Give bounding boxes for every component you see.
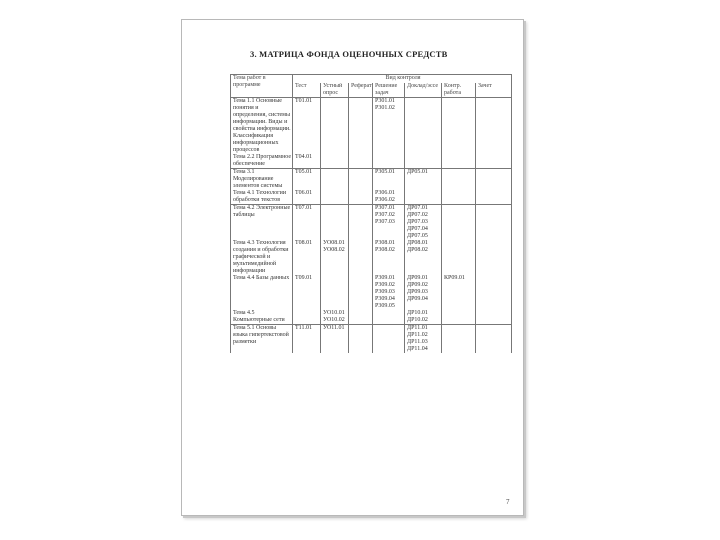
essay-cell (349, 98, 373, 155)
assessment-code: УО10.01 (323, 310, 345, 316)
assessment-code: ДР07.01 (407, 205, 428, 211)
report-cell (405, 240, 442, 275)
assessment-code: ДР10.02 (407, 317, 428, 323)
assessment-code: ДР07.05 (407, 233, 428, 239)
assessment-code: Р301.02 (375, 105, 395, 111)
report-cell (405, 169, 442, 191)
table-row (231, 154, 512, 169)
oral-cell (321, 325, 349, 354)
assessment-code: ДР08.01 (407, 240, 428, 246)
report-cell (405, 154, 442, 169)
assessment-code: Р309.01 (375, 275, 395, 281)
assessment-code: ДР11.03 (407, 339, 428, 345)
assessment-code: ДР07.03 (407, 219, 428, 225)
test-cell (293, 310, 321, 325)
test-cell (293, 240, 321, 275)
table-row (231, 190, 512, 205)
control-work-cell (442, 325, 476, 354)
assessment-code: ДР11.02 (407, 332, 428, 338)
assessment-code: Т07.01 (295, 205, 313, 211)
document-page (181, 19, 524, 516)
oral-cell (321, 190, 349, 205)
tasks-cell (373, 205, 405, 241)
topic-cell: Тема 1.1 Основные понятия и определения, системы информации. Виды и свойства информации. Классификация информационных процессов (231, 98, 293, 155)
assessment-code: Т04.01 (295, 154, 313, 160)
control-work-cell (442, 190, 476, 205)
topic-cell: Тема 4.5 Компьютерные сети (231, 310, 293, 325)
tasks-cell (373, 169, 405, 191)
tasks-cell (373, 325, 405, 354)
assessment-code: Т01.01 (295, 98, 313, 104)
credit-cell (476, 205, 512, 241)
essay-cell (349, 240, 373, 275)
essay-cell (349, 205, 373, 241)
assessment-code: ДР09.03 (407, 289, 428, 295)
credit-cell (476, 310, 512, 325)
assessment-code: Р308.01 (375, 240, 395, 246)
assessment-code: ДР09.04 (407, 296, 428, 302)
assessment-matrix-table (230, 74, 512, 353)
table-row (231, 98, 512, 155)
assessment-code: КР09.01 (444, 275, 465, 281)
essay-cell (349, 154, 373, 169)
oral-cell (321, 98, 349, 155)
tasks-cell (373, 275, 405, 310)
tasks-cell (373, 98, 405, 155)
table-row (231, 310, 512, 325)
assessment-code: ДР09.02 (407, 282, 428, 288)
oral-cell (321, 310, 349, 325)
report-cell (405, 190, 442, 205)
assessment-code: ДР11.04 (407, 346, 428, 352)
page-number: 7 (506, 498, 510, 506)
test-cell (293, 169, 321, 191)
topic-cell: Тема 5.1 Основы языка гипертекстовой разметки (231, 325, 293, 354)
assessment-code: ДР09.01 (407, 275, 428, 281)
assessment-code: Р307.03 (375, 219, 395, 225)
oral-cell (321, 240, 349, 275)
assessment-code: ДР07.02 (407, 212, 428, 218)
topic-cell: Тема 4.1 Технологии обработки текстов (231, 190, 293, 205)
header-credit: Зачет (476, 83, 512, 98)
control-work-cell (442, 169, 476, 191)
oral-cell (321, 205, 349, 241)
report-cell (405, 275, 442, 310)
topic-cell: Тема 4.2 Электронные таблицы (231, 205, 293, 241)
credit-cell (476, 275, 512, 310)
assessment-code: ДР10.01 (407, 310, 428, 316)
header-topic: Тема работ в программе (231, 75, 293, 98)
assessment-code: ДР07.04 (407, 226, 428, 232)
oral-cell (321, 169, 349, 191)
assessment-code: ДР08.02 (407, 247, 428, 253)
control-work-cell (442, 205, 476, 241)
test-cell (293, 190, 321, 205)
assessment-code: Т11.01 (295, 325, 312, 331)
control-work-cell (442, 98, 476, 155)
matrix-body (231, 98, 512, 354)
test-cell (293, 154, 321, 169)
control-work-cell (442, 275, 476, 310)
credit-cell (476, 325, 512, 354)
report-cell (405, 205, 442, 241)
assessment-code: Р308.02 (375, 247, 395, 253)
assessment-code: Р309.02 (375, 282, 395, 288)
assessment-code: Р309.05 (375, 303, 395, 309)
test-cell (293, 98, 321, 155)
report-cell (405, 98, 442, 155)
assessment-code: Р307.01 (375, 205, 395, 211)
header-oral: Устный опрос (321, 83, 349, 98)
header-essay: Реферат (349, 83, 373, 98)
document-title: 3. МАТРИЦА ФОНДА ОЦЕНОЧНЫХ СРЕДСТВ (250, 49, 448, 59)
report-cell (405, 310, 442, 325)
header-control-work: Контр. работа (442, 83, 476, 98)
essay-cell (349, 310, 373, 325)
oral-cell (321, 154, 349, 169)
tasks-cell (373, 240, 405, 275)
assessment-code: УО08.02 (323, 247, 345, 253)
assessment-code: УО10.02 (323, 317, 345, 323)
assessment-code: Р309.04 (375, 296, 395, 302)
assessment-code: Р309.03 (375, 289, 395, 295)
topic-cell: Тема 4.3 Технология создания и обработки графической и мультимедийной информации (231, 240, 293, 275)
header-report: Доклад/эссе (405, 83, 442, 98)
assessment-code: Т08.01 (295, 240, 313, 246)
test-cell (293, 275, 321, 310)
credit-cell (476, 98, 512, 155)
essay-cell (349, 169, 373, 191)
assessment-code: Р301.01 (375, 98, 395, 104)
test-cell (293, 205, 321, 241)
credit-cell (476, 154, 512, 169)
control-work-cell (442, 310, 476, 325)
assessment-code: Р306.01 (375, 190, 395, 196)
table-row (231, 325, 512, 354)
essay-cell (349, 275, 373, 310)
assessment-code: Р307.02 (375, 212, 395, 218)
table-row (231, 169, 512, 191)
essay-cell (349, 190, 373, 205)
credit-cell (476, 190, 512, 205)
credit-cell (476, 169, 512, 191)
assessment-code: Т06.01 (295, 190, 313, 196)
table-row (231, 205, 512, 241)
header-tasks: Решение задач (373, 83, 405, 98)
tasks-cell (373, 190, 405, 205)
assessment-code: УО11.01 (323, 325, 345, 331)
assessment-code: Р306.02 (375, 197, 395, 203)
control-work-cell (442, 154, 476, 169)
assessment-code: УО08.01 (323, 240, 345, 246)
report-cell (405, 325, 442, 354)
assessment-code: Р305.01 (375, 169, 395, 175)
topic-cell: Тема 3.1 Моделирование элементов системы (231, 169, 293, 191)
topic-cell: Тема 4.4 Базы данных (231, 275, 293, 310)
oral-cell (321, 275, 349, 310)
tasks-cell (373, 154, 405, 169)
test-cell (293, 325, 321, 354)
header-control-type: Вид контроля (293, 75, 512, 84)
tasks-cell (373, 310, 405, 325)
control-work-cell (442, 240, 476, 275)
topic-cell: Тема 2.2 Программное обеспечение (231, 154, 293, 169)
assessment-code: Т05.01 (295, 169, 313, 175)
assessment-code: ДР05.01 (407, 169, 428, 175)
table-row (231, 275, 512, 310)
assessment-code: ДР11.01 (407, 325, 428, 331)
essay-cell (349, 325, 373, 354)
assessment-code: Т09.01 (295, 275, 313, 281)
table-row (231, 240, 512, 275)
credit-cell (476, 240, 512, 275)
header-test: Тест (293, 83, 321, 98)
